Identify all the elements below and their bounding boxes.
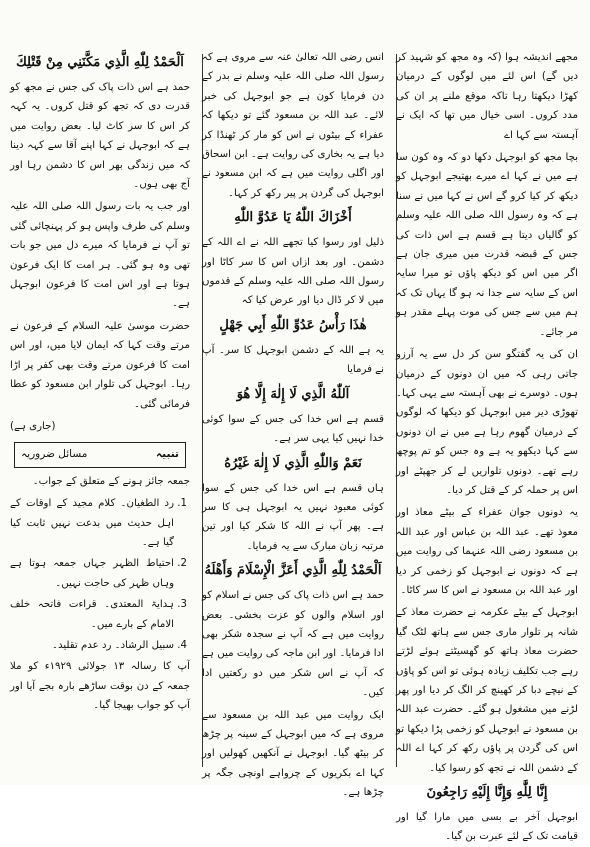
arabic-quote: هٰذَا رَأْسُ عَدُوِّ اللّٰهِ أَبِي جَهْلٍ: [219, 317, 367, 333]
paragraph: ہاں قسم ہے اس خدا کی جس کے سوا کوئی معبود نہیں یہ ابوجہل ہی کا سر ہے۔ پھر آپ نے اللہ کا شکر کیا اور تین مرتبہ زبان مبارک سے یہ فرمایا۔: [202, 482, 384, 552]
paragraph: بچا مجھ کو ابوجہل دکھا دو کہ وہ کون سا ہے میں نے کہا اے میرے بھتیجے ابوجہل کو دیکھ کر کیا کرو گے اس نے کہا میں نے سنا ہے کہ وہ رسول اللہ صلی اللہ علیہ وسلم کو گالیاں دیتا ہے قسم ہے اس ذات کی جس کے قبضہ قدرت میں میری جان ہے اگر میں اس کو دیکھ پاؤں تو میرا سایہ اس کے سایہ سے جدا نہ ہو گا یہاں تک کہ ہم میں سے جس کی موت پہلے مقدر ہو مر جائے۔: [396, 152, 578, 338]
arabic-verse: إِنَّا لِلَّٰهِ وَإِنَّا إِلَيْهِ رَاجِعُونَ: [426, 785, 548, 801]
list-item: 2. احتیاط الظہر جہاں جمعہ ہوتا ہے وہاں ظہر کی حاجت نہیں۔: [10, 554, 174, 593]
notice-heading: تنبیہ: [156, 448, 179, 461]
paragraph: یہ ہے اللہ کے دشمن ابوجہل کا سر۔ آپ نے فرمایا: [202, 344, 384, 376]
paragraph: ایک روایت میں عبد اللہ بن مسعود سے مروی ہے کہ میں ابوجہل کے سینہ پر چڑھ کر بیٹھ گیا۔ ابوجہل نے آنکھیں کھولیں اور کہا اے بکریوں کے چرواہے اونچی جگہ پر چڑھا ہے۔: [202, 709, 384, 799]
paragraph: ذلیل اور رسوا کیا تجھے اللہ نے اے اللہ کے دشمن۔ اور بعد ازاں اس کا سر کاٹا اور رسول اللہ صلی اللہ علیہ وسلم کے قدموں میں لا کر ڈال دیا اور عرض کیا کہ: [202, 237, 384, 307]
paragraph: ابوجہل کے بیٹے عکرمہ نے حضرت معاذ کے شانہ پر تلوار ماری جس سے ہاتھ لٹک گیا حضرت معاذ ہاتھ کو گھسیٹتے ہوئے لڑتے رہے جب تکلیف زیادہ ہوئی تو اس کو پاؤں کے نیچے دبا کر کھینچ کر الگ کر دیا اور پھر لڑنے میں مشغول ہو گئے۔ حضرت عبد اللہ بن مسعود نے ابوجہل کو زخمی پڑا دیکھا تو اس کی گردن پر پاؤں رکھ کر کہا اے اللہ کے دشمن اللہ نے تجھ کو رسوا کیا۔: [396, 607, 578, 774]
notice-box: [14, 442, 186, 467]
paragraph: انس رضی اللہ تعالیٰ عنہ سے مروی ہے کہ رسول اللہ صلی اللہ علیہ وسلم نے بدر کے دن فرمایا کون ہے جو ابوجہل کی خبر لائے۔ عبد اللہ بن مسعود گئے تو دیکھا کہ عفراء کے بیٹوں نے اس کو مار کر ٹھنڈا کر دیا ہے یہ بخاری کی روایت ہے۔ ابن اسحاق اور اگلی روایت میں ہے کہ ابن مسعود نے ابوجہل کی گردن پر پیر رکھ کر کہا۔: [202, 52, 384, 199]
notice-subheading: مسائل ضروریہ: [21, 448, 88, 461]
paragraph: حمد ہے اس ذات پاک کی جس نے مجھ کو قدرت دی کہ تجھ کو قتل کروں۔ یہ کہہ کر اس کا سر کاٹ لیا۔ بعض روایت میں ہے کہ ابوجہل نے کہا اپنے آقا سے کہہ دینا کہ میں زندگی بھر اس کا دشمن رہا اور آج بھی ہوں۔: [10, 82, 190, 191]
notes-list: [10, 494, 190, 655]
paragraph: جمعہ جائز ہونے کے متعلق کے جواب۔: [32, 475, 190, 487]
middle-column: [202, 48, 384, 799]
continued-mark: (جاری ہے): [10, 420, 56, 432]
arabic-quote: آللّٰهُ الَّذِي لَا إِلٰهَ إِلَّا هُوَ: [236, 386, 350, 402]
list-item: 1. رد الطغیان۔ کلام مجید کے اوقات کے اہل حدیث میں بدعت نہیں ثابت کیا گیا ہے۔: [10, 494, 174, 552]
right-column: [396, 48, 578, 843]
paragraph: حضرت موسیٰ علیہ السلام کے فرعون نے مرتے وقت کہا کہ ایمان لایا میں، اور اس امت کا فرعون مرتے وقت بھی کفر پر اڑا رہا۔ ابوجہل کی تلوار ابن مسعود کو عطا فرمائی گئی۔: [10, 320, 190, 410]
arabic-quote: اَلْحَمْدُ لِلّٰهِ الَّذِي مَكَّنَنِي مِنْ قَتْلِكَ: [16, 55, 184, 70]
paragraph: آپ کا رسالہ ۱۳ جولائی ۱۹۲۹ء کو ملا جمعہ کے دن بوقت ساڑھے بارہ بجے آیا اور آپ کو جواب بھیجا گیا۔: [10, 661, 190, 712]
paragraph: ابوجہل آخر بے بسی میں مارا گیا اور قیامت تک کے لئے عبرت بن گیا۔: [396, 812, 578, 843]
paragraph: حمد ہے اس ذات پاک کی جس نے اسلام کو اور اسلام والوں کو عزت بخشی۔ بعض روایت میں ہے کہ آپ نے سجدہ شکر بھی ادا فرمایا۔ اور ابن ماجہ کی روایت میں ہے کہ آپ نے اس شکر میں دو رکعتیں ادا کیں۔: [202, 590, 384, 699]
arabic-quote: أَخْزَاكَ اللّٰهُ يَا عَدُوَّ اللّٰهِ: [234, 210, 352, 226]
list-item: 3. ہدایۃ المعتدی۔ قراءت فاتحہ خلف الامام کے بارے میں۔: [10, 595, 174, 634]
paragraph: ان کی یہ گفتگو سن کر دل سے یہ آرزو جاتی رہی کہ میں ان دونوں کے درمیان ہوں۔ دوسرے نے بھی آہستہ سے یہی کہا۔ تھوڑی دیر میں ابوجہل کو دیکھا کہ لوگوں کے درمیان گھوم رہا ہے میں نے ان دونوں سے کہا دیکھو یہ ہے وہ جس کو تم پوچھ رہے تھے۔ دونوں تلواریں لے کر جھپٹے اور اس پر حملہ کر کے قتل کر دیا۔: [396, 349, 578, 496]
list-item: 4. سبیل الرشاد۔ رد عدم تقلید۔: [10, 636, 174, 655]
arabic-quote: اَلْحَمْدُ لِلّٰهِ الَّذِي أَعَزَّ الْإِسْلَامَ وَأَهْلَهُ: [204, 563, 382, 579]
arabic-quote: نَعَمْ وَاللّٰهِ الَّذِي لَا إِلٰهَ غَيْرُهُ: [224, 455, 362, 471]
paragraph: یہ دونوں جوان عفراء کے بیٹے معاذ اور معوذ تھے۔ عبد اللہ بن عباس اور عبد اللہ بن مسعود رضی اللہ عنہما کی روایت میں ہے کہ دونوں نے ابوجہل کو زخمی کر دیا اور عبد اللہ بن مسعود نے اس کا سر کاٹا۔: [396, 507, 578, 596]
paragraph: قسم ہے اس خدا کی جس کے سوا کوئی خدا نہیں کیا یہی سر ہے۔: [202, 413, 384, 445]
paragraph: اور جب یہ بات رسول اللہ صلی اللہ علیہ وسلم کی طرف واپس ہو کر پہنچائی گئی تو آپ نے فرمایا کہ میرے دل میں جو بات تھی وہ ہو گئی۔ ہر امت کا ایک فرعون ہوتا ہے اور اس امت کا فرعون ابوجہل ہے۔: [10, 201, 190, 310]
left-column: [10, 48, 190, 771]
paragraph: مجھے اندیشہ ہوا (کہ وہ مجھ کو شہید کر دیں گے) اس لئے میں لوگوں کے درمیان کھڑا دیکھتا رہا تاکہ موقع ملنے پر ان کی مدد کروں۔ اسی خیال میں تھا کہ ایک نے آہستہ سے کہا اے: [396, 52, 578, 141]
